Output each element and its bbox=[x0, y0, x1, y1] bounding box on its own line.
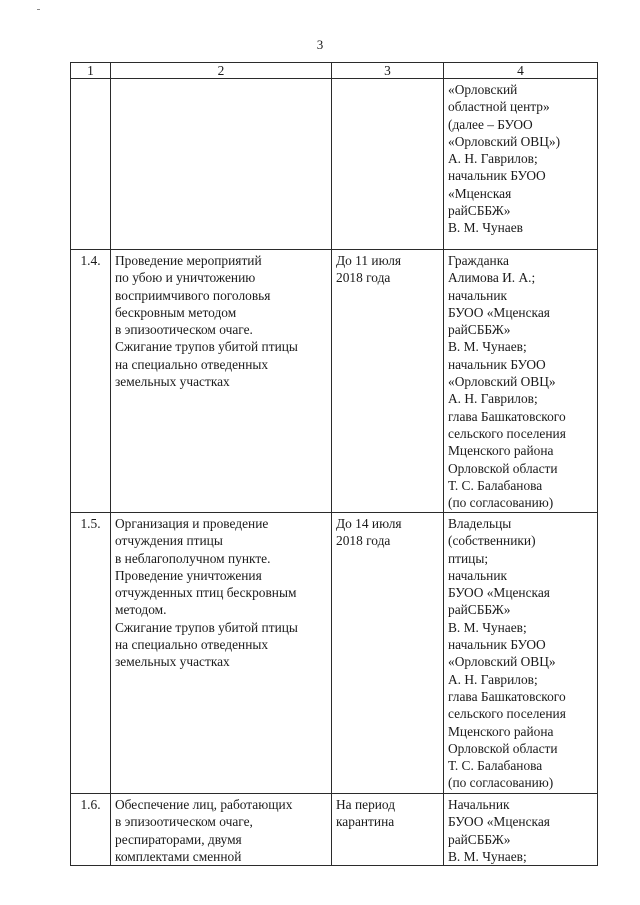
deadline-cell: До 14 июля 2018 года bbox=[332, 513, 444, 794]
deadline-cell: На период карантина bbox=[332, 794, 444, 866]
table-row bbox=[71, 513, 598, 794]
header-cell-2: 2 bbox=[111, 63, 332, 79]
responsible-cell: Гражданка Алимова И. А.; начальник БУОО «Мценская райСББЖ» В. М. Чунаев; начальник БУОО «Орловский ОВЦ» А. Н. Гаврилов; глава Башкатовского сельского поселения Мценского района Орловской области Т. С. Балабанова (по согласованию) bbox=[444, 250, 598, 513]
responsible-cell: Владельцы (собственники) птицы; начальник БУОО «Мценская райСББЖ» В. М. Чунаев; начальник БУОО «Орловский ОВЦ» А. Н. Гаврилов; глава Башкатовского сельского поселения Мценского района Орловской области Т. С. Балабанова (по согласованию) bbox=[444, 513, 598, 794]
row-number: 1.5. bbox=[71, 513, 111, 794]
responsible-cell: «Орловский областной центр» (далее – БУОО «Орловский ОВЦ») А. Н. Гаврилов; начальник БУОО «Мценская райСББЖ» В. М. Чунаев bbox=[444, 79, 598, 250]
measures-table bbox=[70, 62, 598, 866]
header-cell-1: 1 bbox=[71, 63, 111, 79]
table-header-row bbox=[71, 63, 598, 79]
header-cell-3: 3 bbox=[332, 63, 444, 79]
responsible-cell: Начальник БУОО «Мценская райСББЖ» В. М. Чунаев; bbox=[444, 794, 598, 866]
deadline-cell: До 11 июля 2018 года bbox=[332, 250, 444, 513]
row-number: 1.4. bbox=[71, 250, 111, 513]
activity-cell bbox=[111, 79, 332, 250]
table-row bbox=[71, 794, 598, 866]
activity-cell: Обеспечение лиц, работающих в эпизоотическом очаге, респираторами, двумя комплектами сменной bbox=[111, 794, 332, 866]
header-cell-4: 4 bbox=[444, 63, 598, 79]
table-row bbox=[71, 250, 598, 513]
scan-artifact bbox=[37, 9, 40, 10]
row-number bbox=[71, 79, 111, 250]
deadline-cell bbox=[332, 79, 444, 250]
page-number: 3 bbox=[316, 37, 324, 52]
table-row bbox=[71, 79, 598, 250]
activity-cell: Проведение мероприятий по убою и уничтожению восприимчивого поголовья бескровным методом в эпизоотическом очаге. Сжигание трупов убитой птицы на специально отведенных земельных участках bbox=[111, 250, 332, 513]
row-number: 1.6. bbox=[71, 794, 111, 866]
activity-cell: Организация и проведение отчуждения птицы в неблагополучном пункте. Проведение уничтожения отчужденных птиц бескровным методом. Сжигание трупов убитой птицы на специально отведенных земельных участках bbox=[111, 513, 332, 794]
